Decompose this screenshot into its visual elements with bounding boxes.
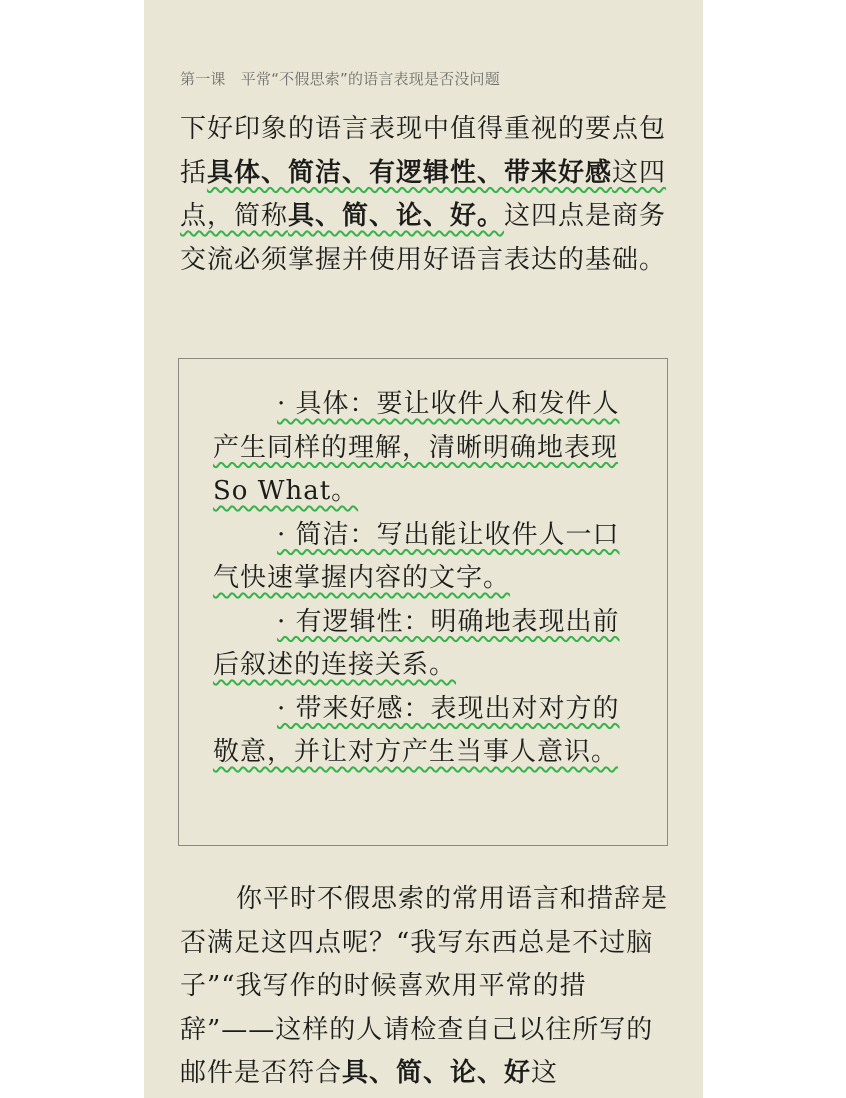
- intro-text-3: 这四点是商务交流必须掌握并使用好语言表达的基础。: [180, 201, 667, 275]
- key-points-box: [178, 358, 668, 846]
- closing-text-2: 这: [531, 1058, 559, 1088]
- chapter-running-header: 第一课 平常“不假思索”的语言表现是否没问题: [180, 70, 500, 88]
- closing-paragraph: [180, 878, 672, 1096]
- highlight-goodwill[interactable]: · 带来好感：表现出对对方的敬意，并让对方产生当事人意识。: [213, 693, 620, 767]
- highlight-concise[interactable]: · 简洁：写出能让收件人一口气快速掌握内容的文字。: [213, 519, 620, 593]
- highlight-abbreviation[interactable]: 具、简、论、好。: [288, 201, 505, 231]
- closing-bold-abbreviation: 具、简、论、好: [342, 1058, 532, 1088]
- list-item: [213, 688, 637, 775]
- highlight-logical[interactable]: · 有逻辑性：明确地表现出前后叙述的连接关系。: [213, 606, 620, 680]
- intro-paragraph: [180, 108, 672, 282]
- list-item: [213, 601, 637, 688]
- highlight-specific[interactable]: · 具体：要让收件人和发件人产生同样的理解，清晰明确地表现So What。: [213, 389, 620, 506]
- highlight-four-points[interactable]: 具体、简洁、有逻辑性、带来好感: [207, 157, 613, 188]
- closing-text-1: 你平时不假思索的常用语言和措辞是否满足这四点呢？“我写东西总是不过脑子”“我写作的时候喜欢用平常的措辞”——这样的人请检查自己以往所写的邮件是否符合: [180, 884, 669, 1088]
- list-item: [213, 383, 637, 514]
- list-item: [213, 514, 637, 601]
- intro-text-2[interactable]: 这四点，简称: [180, 157, 667, 231]
- intro-text-1: 下好印象的语言表现中值得重视的要点包括: [180, 114, 667, 188]
- book-page: [144, 0, 703, 1098]
